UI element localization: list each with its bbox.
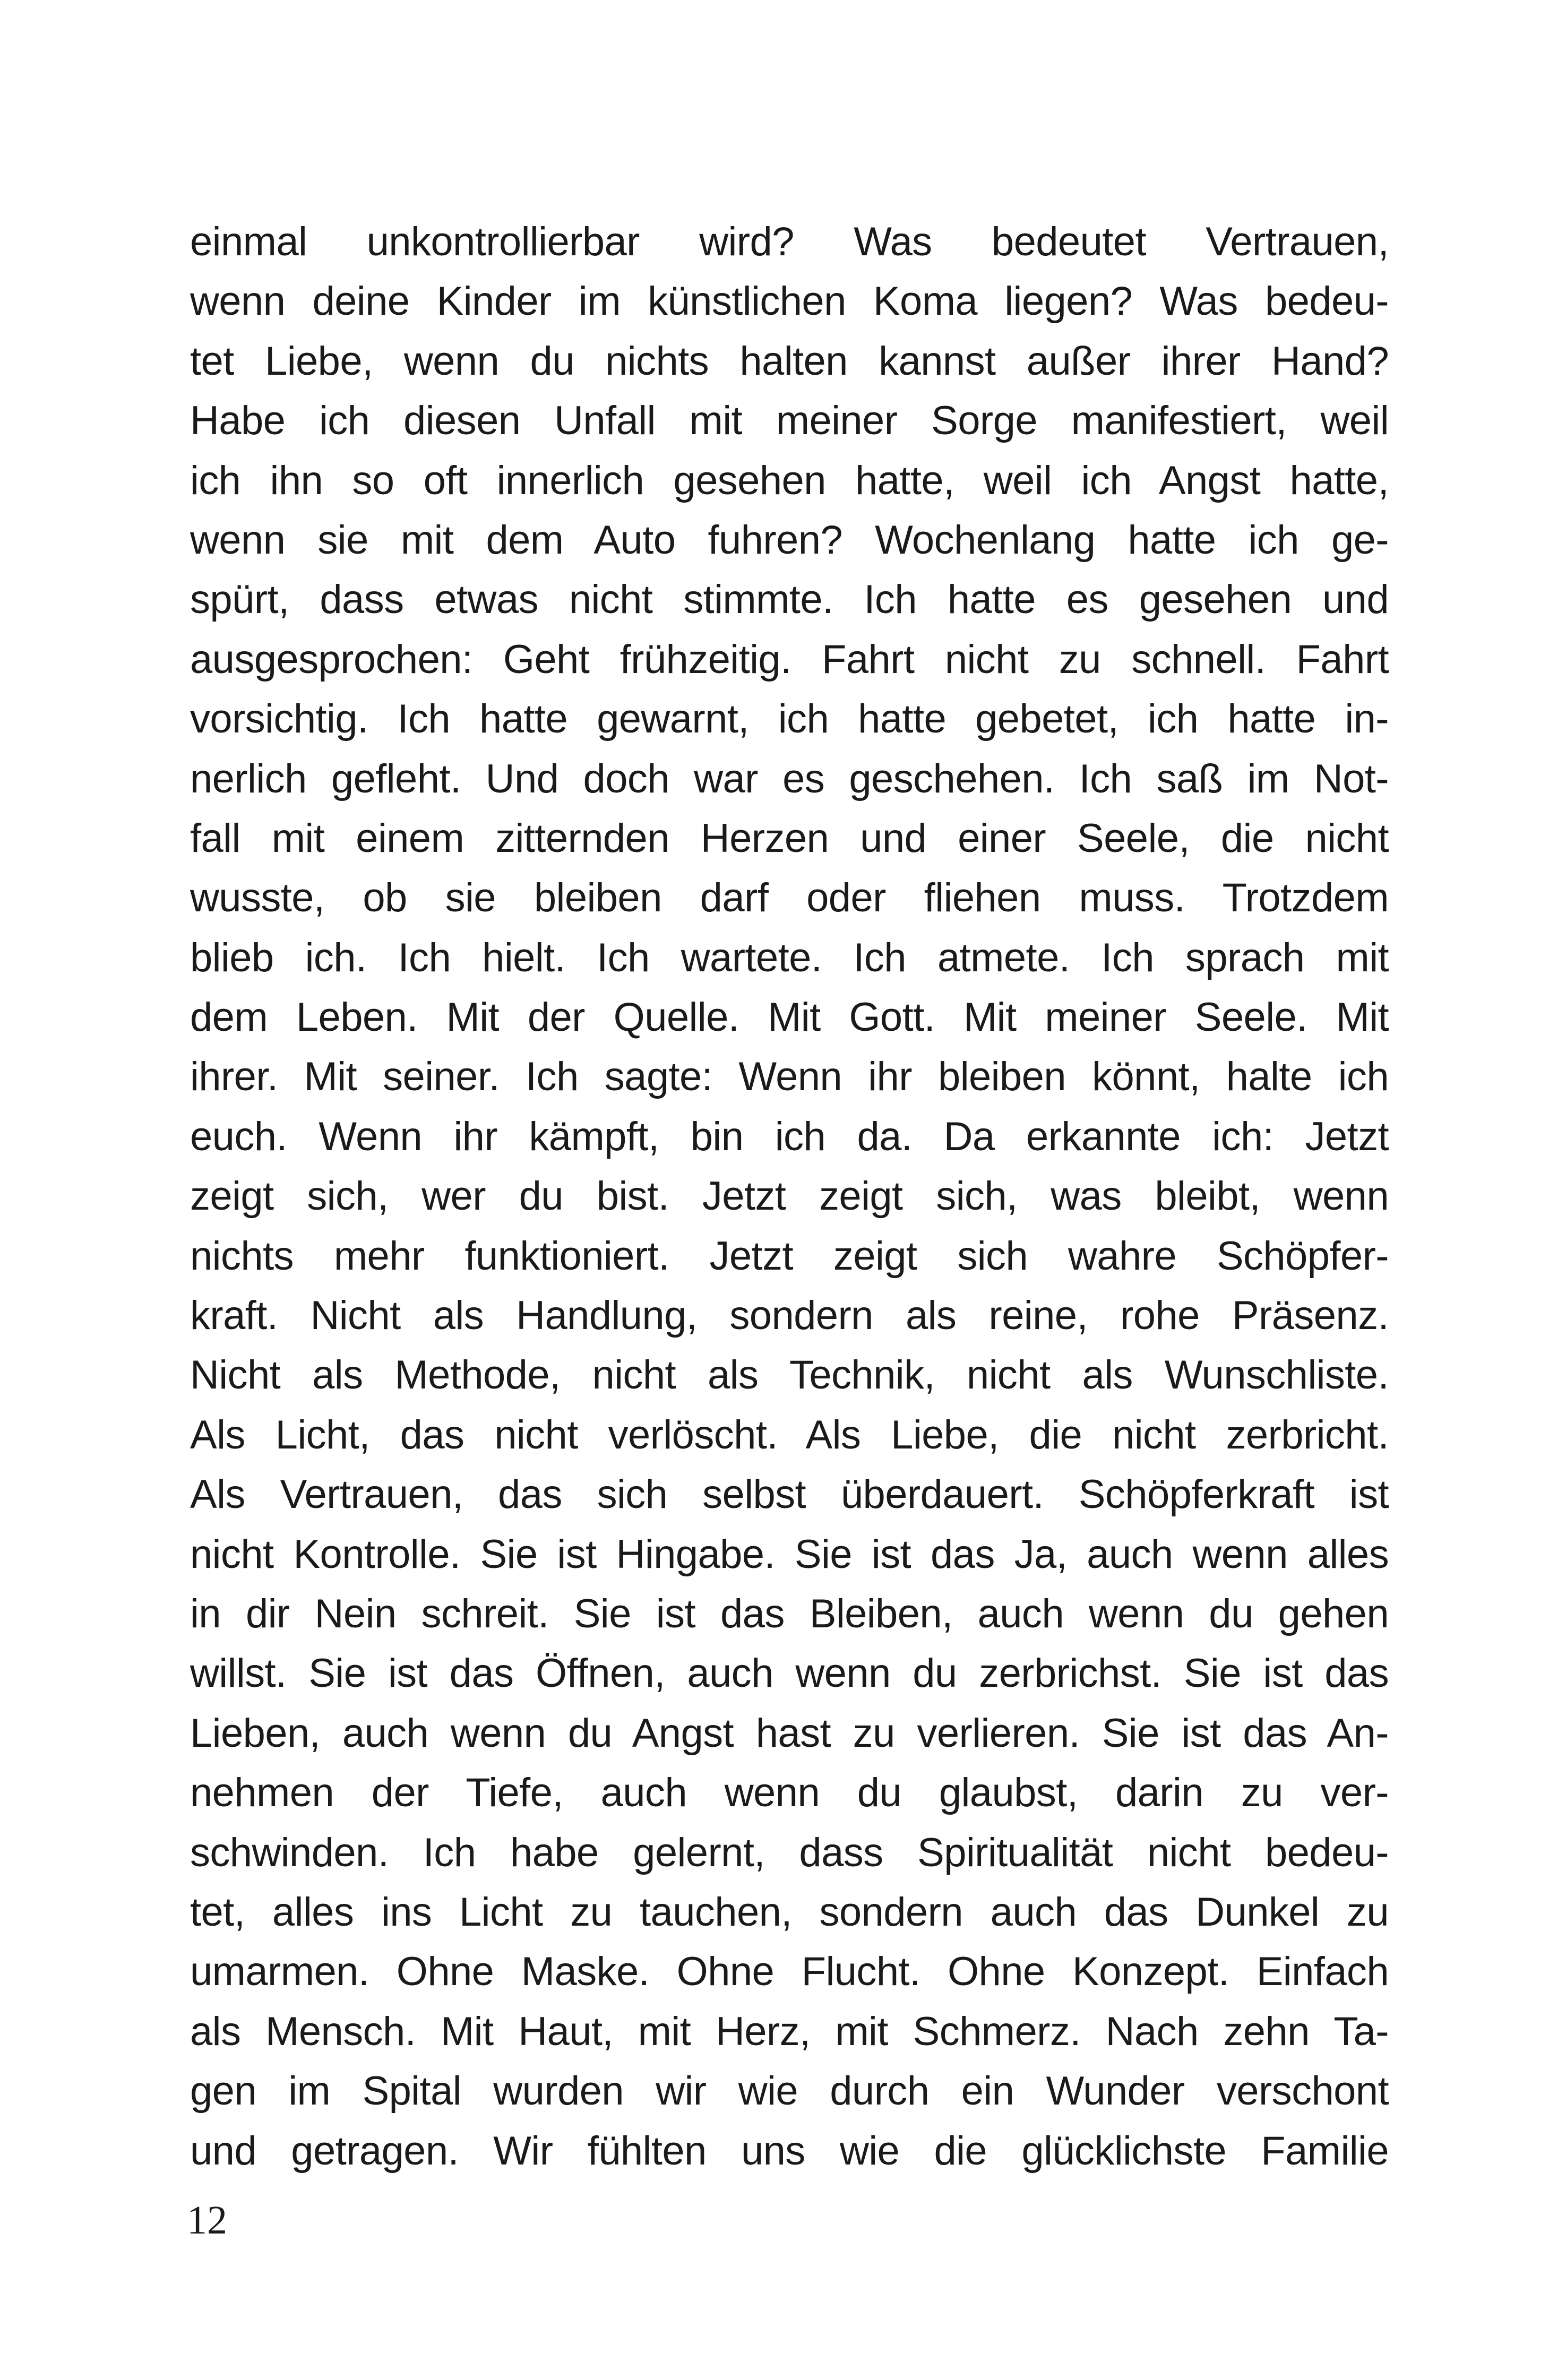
- text-line: einmal unkontrollierbar wird? Was bedeutet Vertrauen,: [190, 219, 1389, 264]
- text-line: ich ihn so oft innerlich gesehen hatte, weil ich Angst hatte,: [190, 458, 1389, 503]
- text-line: tet, alles ins Licht zu tauchen, sondern auch das Dunkel zu: [190, 1889, 1389, 1935]
- text-line: und getragen. Wir fühlten uns wie die glücklichste Familie: [190, 2128, 1389, 2174]
- text-line: umarmen. Ohne Maske. Ohne Flucht. Ohne Konzept. Einfach: [190, 1949, 1389, 1995]
- text-line: Nicht als Methode, nicht als Technik, nicht als Wunschliste.: [190, 1352, 1389, 1398]
- text-line: nerlich gefleht. Und doch war es geschehen. Ich saß im Not-: [190, 756, 1389, 801]
- text-line: Lieben, auch wenn du Angst hast zu verlieren. Sie ist das An-: [190, 1710, 1389, 1756]
- text-line: vorsichtig. Ich hatte gewarnt, ich hatte gebetet, ich hatte in-: [190, 696, 1389, 742]
- text-line: wenn deine Kinder im künstlichen Koma liegen? Was bedeu-: [190, 279, 1389, 324]
- text-line: Als Vertrauen, das sich selbst überdauert. Schöpferkraft ist: [190, 1472, 1389, 1517]
- text-line: blieb ich. Ich hielt. Ich wartete. Ich atmete. Ich sprach mit: [190, 935, 1389, 980]
- text-line: kraft. Nicht als Handlung, sondern als reine, rohe Präsenz.: [190, 1293, 1389, 1339]
- text-line: willst. Sie ist das Öffnen, auch wenn du zerbrichst. Sie ist das: [190, 1651, 1389, 1696]
- text-line: nichts mehr funktioniert. Jetzt zeigt sich wahre Schöpfer-: [190, 1233, 1389, 1279]
- text-line: ausgesprochen: Geht frühzeitig. Fahrt nicht zu schnell. Fahrt: [190, 636, 1389, 682]
- text-line: nehmen der Tiefe, auch wenn du glaubst, darin zu ver-: [190, 1770, 1389, 1816]
- text-line: Als Licht, das nicht verlöscht. Als Liebe, die nicht zerbricht.: [190, 1412, 1389, 1458]
- text-line: dem Leben. Mit der Quelle. Mit Gott. Mit meiner Seele. Mit: [190, 995, 1389, 1040]
- text-line: nicht Kontrolle. Sie ist Hingabe. Sie ist das Ja, auch wenn alles: [190, 1531, 1389, 1577]
- text-line: euch. Wenn ihr kämpft, bin ich da. Da erkannte ich: Jetzt: [190, 1114, 1389, 1159]
- text-line: fall mit einem zitternden Herzen und einer Seele, die nicht: [190, 815, 1389, 861]
- text-line: spürt, dass etwas nicht stimmte. Ich hatte es gesehen und: [190, 577, 1389, 623]
- text-line: als Mensch. Mit Haut, mit Herz, mit Schmerz. Nach zehn Ta-: [190, 2008, 1389, 2054]
- text-line: gen im Spital wurden wir wie durch ein Wunder verschont: [190, 2068, 1389, 2114]
- text-line: in dir Nein schreit. Sie ist das Bleiben, auch wenn du gehen: [190, 1591, 1389, 1636]
- text-line: Habe ich diesen Unfall mit meiner Sorge manifestiert, weil: [190, 398, 1389, 444]
- text-line: schwinden. Ich habe gelernt, dass Spiritualität nicht bedeu-: [190, 1830, 1389, 1875]
- page-number: 12: [187, 2198, 227, 2243]
- text-line: wusste, ob sie bleiben darf oder fliehen muss. Trotzdem: [190, 875, 1389, 921]
- text-line: zeigt sich, wer du bist. Jetzt zeigt sich, was bleibt, wenn: [190, 1174, 1389, 1219]
- text-line: wenn sie mit dem Auto fuhren? Wochenlang hatte ich ge-: [190, 517, 1389, 563]
- text-line: tet Liebe, wenn du nichts halten kannst außer ihrer Hand?: [190, 338, 1389, 384]
- body-text: [190, 212, 1389, 2181]
- text-line: ihrer. Mit seiner. Ich sagte: Wenn ihr bleiben könnt, halte ich: [190, 1054, 1389, 1100]
